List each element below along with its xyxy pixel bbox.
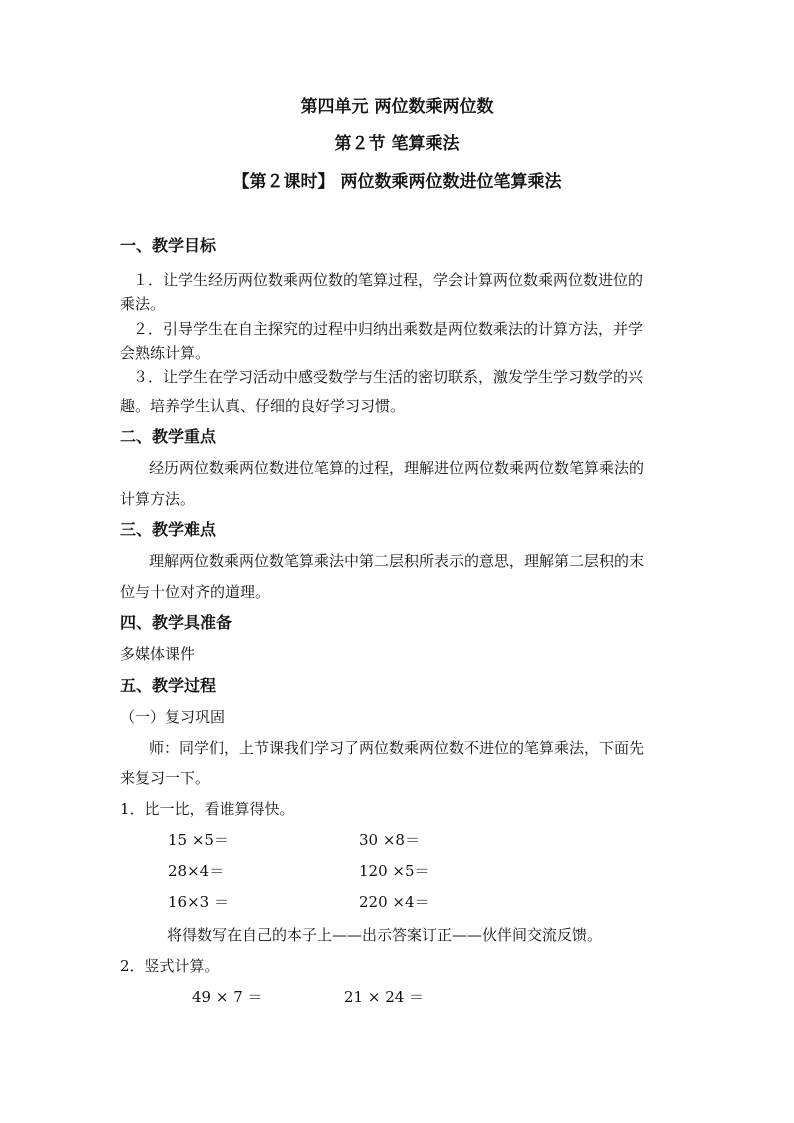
heading-teaching-process: 五、教学过程 [120, 676, 217, 695]
review-intro-line-1: 师：同学们，上节课我们学习了两位数乘两位数不进位的笔算乘法，下面先 [149, 739, 645, 757]
heading-teaching-objectives: 一、教学目标 [120, 236, 217, 255]
exercise-item: 49 × 7 ＝ [192, 988, 263, 1006]
materials-text: 多媒体课件 [120, 645, 196, 663]
objective-3-line-2: 趣。培养学生认真、仔细的良好学习习惯。 [120, 397, 406, 415]
lesson-title: 【第２课时】 两位数乘两位数进位笔算乘法 [232, 172, 562, 192]
heading-difficulties: 三、教学难点 [120, 520, 217, 539]
exercise-item: 30 ×8＝ [359, 831, 420, 849]
exercise-item: 120 ×5＝ [359, 862, 430, 880]
unit-title: 第四单元 两位数乘两位数 [300, 97, 494, 117]
exercise-item: 21 × 24 ＝ [344, 988, 425, 1006]
exercise-item: 220 ×4＝ [359, 893, 430, 911]
objective-1-line-2: 乘法。 [120, 295, 166, 313]
key-points-line-1: 经历两位数乘两位数进位笔算的过程，理解进位两位数乘两位数笔算乘法的 [149, 459, 645, 477]
exercise-item: 28×4＝ [168, 862, 225, 880]
question-1-label: 1．比一比，看谁算得快。 [120, 800, 295, 818]
section-title: 第２节 笔算乘法 [334, 134, 460, 154]
difficulties-line-1: 理解两位数乘两位数笔算乘法中第二层积所表示的意思，理解第二层积的末 [149, 552, 645, 570]
heading-key-points: 二、教学重点 [120, 427, 217, 446]
subheading-review: （一）复习巩固 [120, 708, 226, 726]
objective-3-line-1: ３．让学生在学习活动中感受数学与生活的密切联系，激发学生学习数学的兴 [133, 368, 644, 386]
exercise-item: 16×3 ＝ [168, 893, 229, 911]
question-1-note: 将得数写在自己的本子上——出示答案订正——伙伴间交流反馈。 [167, 926, 603, 944]
objective-2-line-1: ２．引导学生在自主探究的过程中归纳出乘数是两位数乘法的计算方法，并学 [133, 320, 644, 338]
objective-2-line-2: 会熟练计算。 [120, 344, 211, 362]
difficulties-line-2: 位与十位对齐的道理。 [120, 583, 271, 601]
exercise-item: 15 ×5＝ [168, 831, 229, 849]
question-2-label: 2．竖式计算。 [120, 957, 220, 975]
objective-1-line-1: １．让学生经历两位数乘两位数的笔算过程，学会计算两位数乘两位数进位的 [133, 271, 644, 289]
review-intro-line-2: 来复习一下。 [120, 769, 211, 787]
key-points-line-2: 计算方法。 [120, 490, 196, 508]
heading-materials: 四、教学具准备 [120, 613, 233, 632]
